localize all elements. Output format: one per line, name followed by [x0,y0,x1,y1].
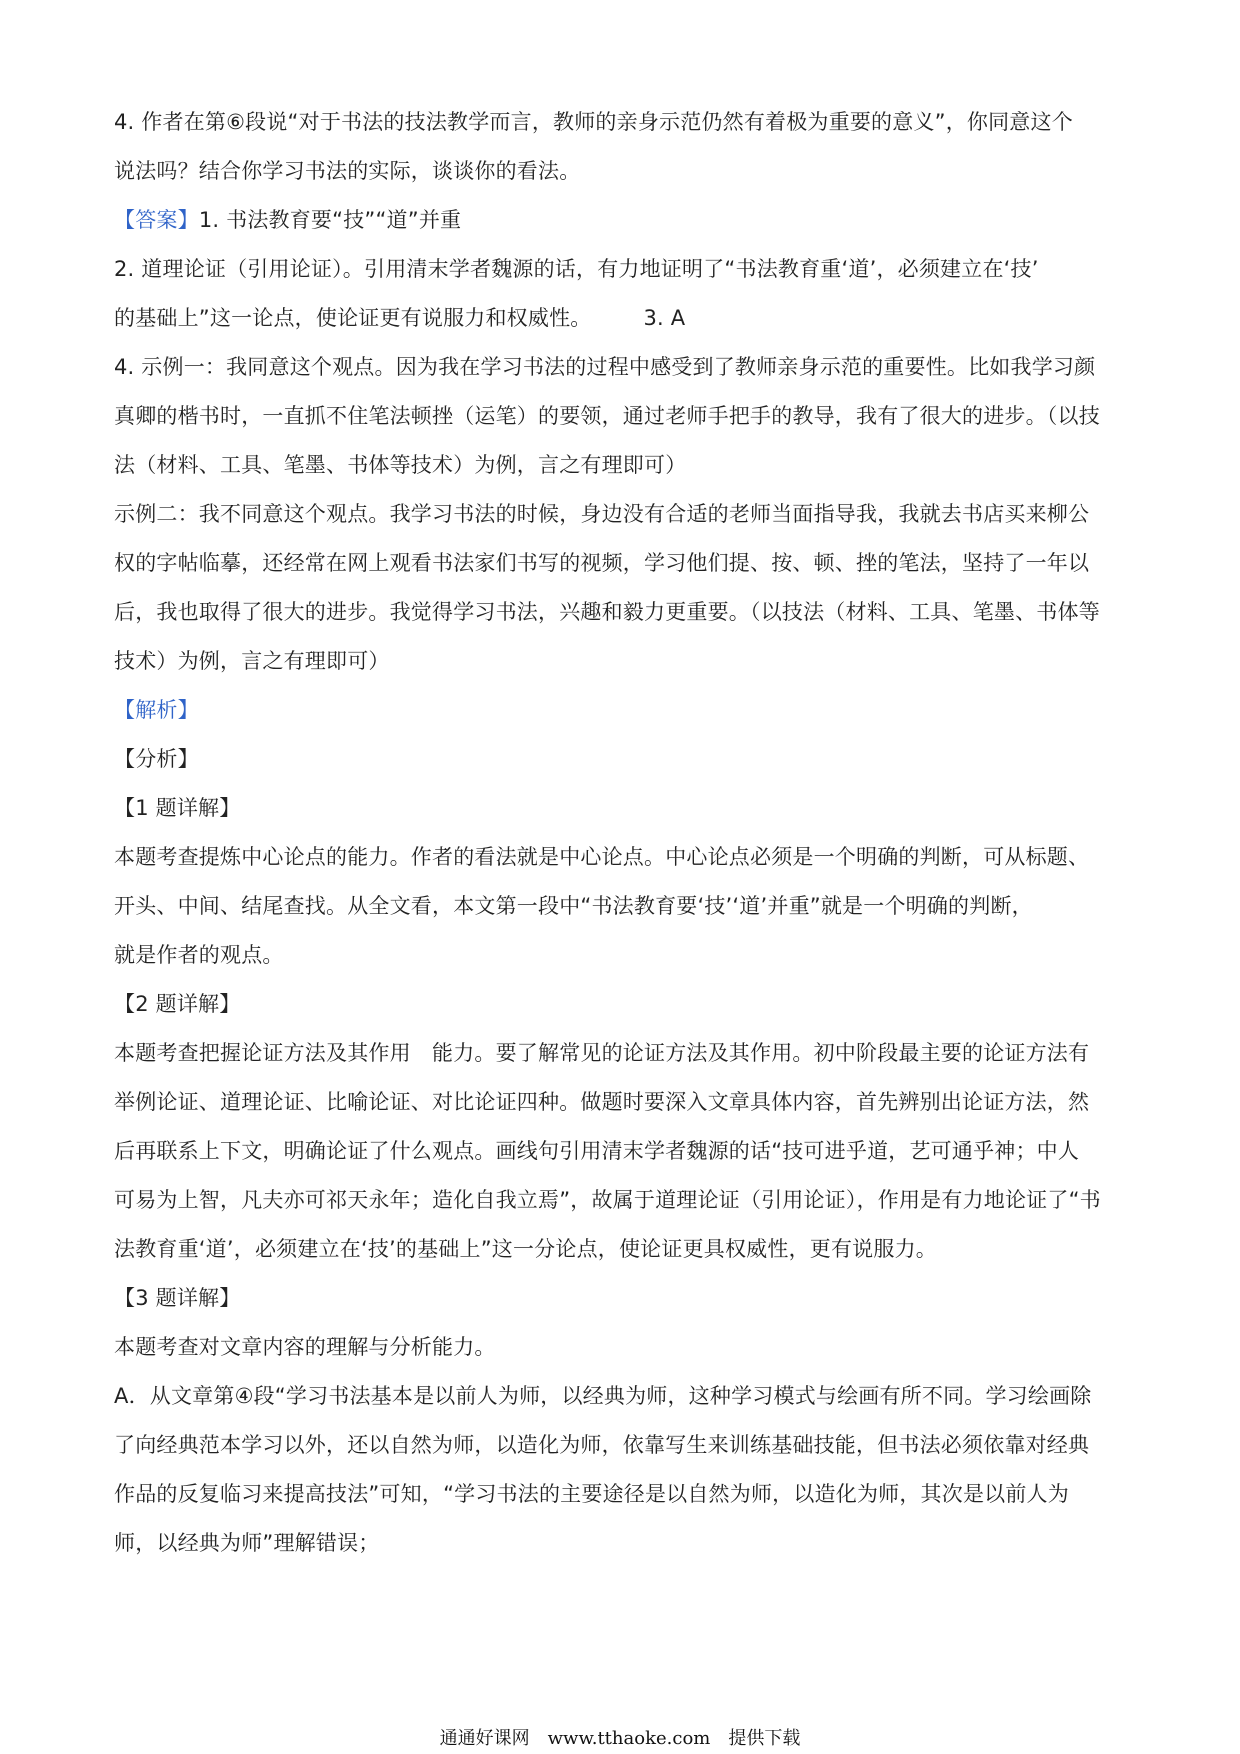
answer-2-line-2 [114,294,1132,343]
q1-detail-title: 【1 题详解】 [114,796,241,820]
q3-detail-title: 【3 题详解】 [114,1286,241,1310]
q2-detail-line-2: 举例论证、道理论证、比喻论证、对比论证四种。做题时要深入文章具体内容，首先辨别出论证方法，然 [114,1090,1090,1114]
q2-detail-line-4: 可易为上智，凡夫亦可祁天永年；造化自我立焉”，故属于道理论证（引用论证），作用是有力地论证了“书 [114,1188,1101,1212]
q1-detail-line-3: 就是作者的观点。 [114,943,284,967]
page-footer: 通通好课网 www.tthaoke.com 提供下载 [439,1728,801,1749]
q3-detail-line-5: 师，以经典为师”理解错误； [114,1531,380,1555]
answer-4-line-1: 4. 示例一：我同意这个观点。因为我在学习书法的过程中感受到了教师亲身示范的重要性。比如我学习颜 [114,355,1096,379]
answer-4-line-7: 技术）为例，言之有理即可） [114,649,390,673]
answer-line-1 [114,196,1132,245]
q3-detail-line-4: 作品的反复临习来提高技法”可知，“学习书法的主要途径是以自然为师，以造化为师，其次是以前人为 [114,1482,1069,1506]
answer-4-line-5: 权的字帖临摹，还经常在网上观看书法家们书写的视频，学习他们提、按、顿、挫的笔法，坚持了一年以 [114,551,1090,575]
question-4-line-2: 说法吗？结合你学习书法的实际，谈谈你的看法。 [114,159,581,183]
answer-2-line-2-text: 的基础上”这一论点，使论证更有说服力和权威性。 [114,306,592,330]
q1-detail-line-2: 开头、中间、结尾查找。从全文看，本文第一段中“书法教育要‘技’‘道’并重”就是一个明确的判断， [114,894,1033,918]
question-4-line-1: 4. 作者在第⑥段说“对于书法的技法教学而言，教师的亲身示范仍然有着极为重要的意义”，你同意这个 [114,110,1073,134]
answer-3-text: 3. A [643,306,686,330]
answer-tag: 【答案】 [114,208,199,232]
document-page [114,98,1132,1568]
analysis-subtitle: 【分析】 [114,747,199,771]
q3-detail-line-1: 本题考查对文章内容的理解与分析能力。 [114,1335,496,1359]
q2-detail-line-5: 法教育重‘道’，必须建立在‘技’的基础上”这一分论点，使论证更具权威性，更有说服力。 [114,1237,937,1261]
answer-1-text: 1. 书法教育要“技”“道”并重 [198,208,462,232]
q2-detail-line-3: 后再联系上下文，明确论证了什么观点。画线句引用清末学者魏源的话“技可进乎道，艺可通乎神；中人 [114,1139,1080,1163]
q2-detail-line-1: 本题考查把握论证方法及其作用 能力。要了解常见的论证方法及其作用。初中阶段最主要的论证方法有 [114,1041,1090,1065]
analysis-tag: 【解析】 [114,698,199,722]
answer-2-line-1: 2. 道理论证（引用论证）。引用清末学者魏源的话，有力地证明了“书法教育重‘道’，必须建立在‘技’ [114,257,1039,281]
answer-4-line-2: 真卿的楷书时，一直抓不住笔法顿挫（运笔）的要领，通过老师手把手的教导，我有了很大的进步。（以技 [114,404,1100,428]
q3-detail-line-2: A．从文章第④段“学习书法基本是以前人为师，以经典为师，这种学习模式与绘画有所不同。学习绘画除 [114,1384,1092,1408]
answer-4-line-4: 示例二：我不同意这个观点。我学习书法的时候，身边没有合适的老师当面指导我，我就去书店买来柳公 [114,502,1090,526]
answer-4-line-6: 后，我也取得了很大的进步。我觉得学习书法，兴趣和毅力更重要。（以技法（材料、工具、笔墨、书体等 [114,600,1100,624]
q3-detail-line-3: 了向经典范本学习以外，还以自然为师，以造化为师，依靠写生来训练基础技能，但书法必须依靠对经典 [114,1433,1090,1457]
q2-detail-title: 【2 题详解】 [114,992,241,1016]
q1-detail-line-1: 本题考查提炼中心论点的能力。作者的看法就是中心论点。中心论点必须是一个明确的判断，可从标题、 [114,845,1090,869]
answer-4-line-3: 法（材料、工具、笔墨、书体等技术）为例，言之有理即可） [114,453,687,477]
